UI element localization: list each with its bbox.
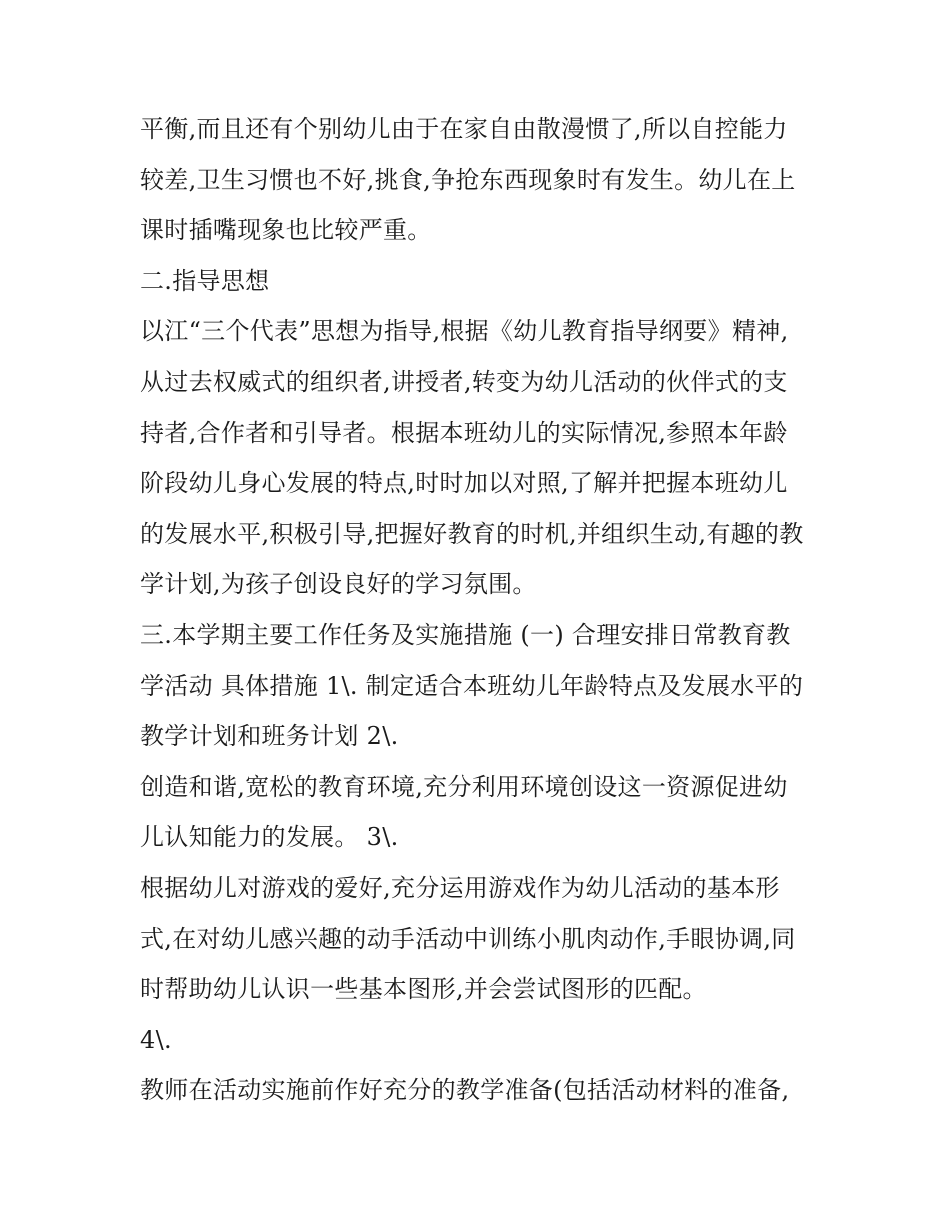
text-line: 平衡,而且还有个别幼儿由于在家自由散漫惯了,所以自控能力 [140,115,788,143]
text-line: 的发展水平,积极引导,把握好教育的时机,并组织生动,有趣的教 [140,519,804,548]
text-line: 持者,合作者和引导者。根据本班幼儿的实际情况,参照本年龄 [140,418,788,447]
text-line: 从过去权威式的组织者,讲授者,转变为幼儿活动的伙伴式的支 [140,367,788,396]
section-heading: 三.本学期主要工作任务及实施措施 (一) 合理安排日常教育教 [140,620,791,649]
text-line: 教学计划和班务计划 2\. [140,722,399,751]
section-heading: 二.指导思想 [140,266,270,295]
text-line: 教师在活动实施前作好充分的教学准备(包括活动材料的准备, [140,1076,790,1105]
text-line: 根据幼儿对游戏的爱好,充分运用游戏作为幼儿活动的基本形 [140,873,780,902]
text-line: 4\. [140,1025,172,1054]
text-line: 时帮助幼儿认识一些基本图形,并会尝试图形的匹配。 [140,975,707,1004]
text-line: 式,在对幼儿感兴趣的动手活动中训练小肌肉动作,手眼协调,同 [140,924,796,953]
text-line: 儿认知能力的发展。 3\. [140,823,399,852]
text-line: 创造和谐,宽松的教育环境,充分利用环境创设这一资源促进幼 [140,772,788,801]
text-line: 较差,卫生习惯也不好,挑食,争抢东西现象时有发生。幼儿在上 [140,165,796,194]
text-line: 以江“三个代表”思想为指导,根据《幼儿教育指导纲要》精神, [140,317,789,346]
text-line: 阶段幼儿身心发展的特点,时时加以对照,了解并把握本班幼儿 [140,469,788,498]
text-line: 课时插嘴现象也比较严重。 [140,216,432,245]
document-body [140,104,820,1116]
text-line: 学活动 具体措施 1\. 制定适合本班幼儿年龄特点及发展水平的 [140,671,804,700]
text-line: 学计划,为孩子创设良好的学习氛围。 [140,570,537,599]
